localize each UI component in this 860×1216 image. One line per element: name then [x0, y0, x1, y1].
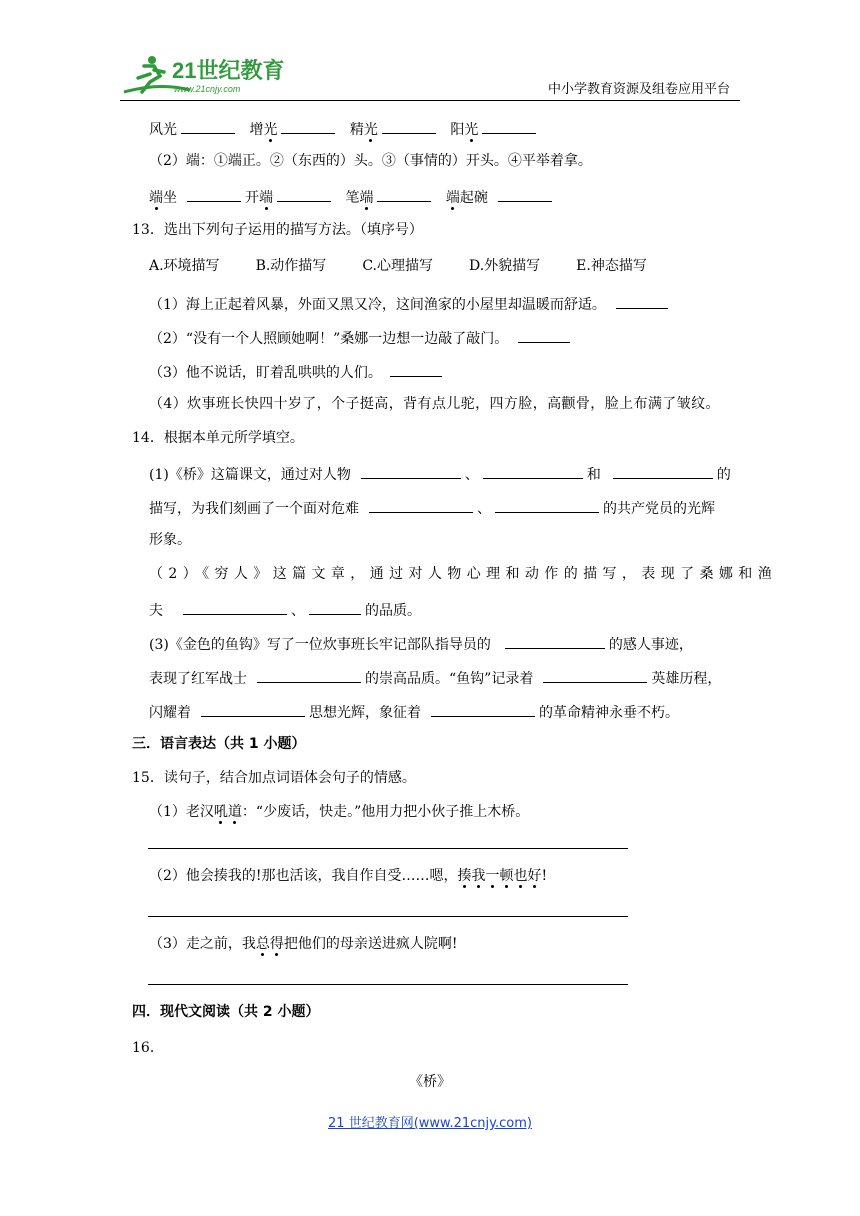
word-kaiduan: 开端	[245, 190, 273, 206]
platform-name: 中小学教育资源及组卷应用平台	[547, 82, 730, 97]
text: 、	[464, 467, 479, 483]
option-b: B.动作描写	[255, 258, 327, 274]
q14-p3-line1	[149, 632, 693, 655]
answer-blank[interactable]	[613, 462, 713, 479]
answer-blank[interactable]	[181, 117, 235, 134]
q16-passage-title: 《桥》	[409, 1074, 451, 1090]
q15-stem: 15．读句子，结合加点词语体会句子的情感。	[132, 770, 416, 786]
q12-duan-definition: （2）端：①端正。②（东西的）头。③（事情的）开头。④平举着拿。	[149, 153, 592, 169]
dotted-word: 也	[513, 868, 528, 884]
dotted-word: 一	[485, 868, 500, 884]
dotted-word: 好	[527, 868, 542, 884]
logo-url: www.21cnjy.com	[174, 84, 241, 94]
option-d: D.外貌描写	[468, 258, 541, 274]
text: !	[541, 868, 548, 884]
word-jingguang: 精光	[349, 122, 378, 138]
answer-line-2[interactable]	[148, 916, 628, 917]
q14-p3-line2	[149, 666, 721, 689]
q15-sentence-1	[149, 802, 529, 822]
dotted-word: 道	[227, 804, 242, 820]
text: 和	[586, 467, 601, 483]
answer-blank[interactable]	[431, 700, 535, 717]
q13-item-4: （4）炊事班长快四十岁了，个子挺高，背有点儿驼，四方脸，高颧骨，脸上布满了皱纹。	[149, 396, 720, 412]
text: 的崇高品质。“鱼钩”记录着	[365, 671, 534, 687]
q12-duan-row	[149, 185, 556, 208]
q14-p1-line3: 形象。	[149, 532, 191, 548]
answer-blank[interactable]	[201, 700, 305, 717]
text: 描写，为我们刻画了一个面对危难	[149, 501, 359, 517]
text: (3)《金色的鱼钩》写了一位炊事班长牢记部队指导员的	[149, 637, 491, 653]
q15-sentence-3	[149, 934, 458, 954]
q14-p2-line1: （2）《穷人》这篇文章，通过对人物心理和动作的描写，表现了桑娜和渔	[149, 566, 778, 582]
answer-blank[interactable]	[369, 496, 473, 513]
section-4-heading: 四．现代文阅读（共 2 小题）	[132, 1004, 320, 1020]
page-header	[120, 52, 740, 101]
text: 的感人事迹，	[608, 637, 693, 653]
option-e: E.神态描写	[576, 258, 647, 274]
footer-link[interactable]: 21 世纪教育网(www.21cnjy.com)	[328, 1116, 532, 1131]
q13-stem: 13．选出下列句子运用的描写方法。（填序号）	[132, 222, 423, 238]
dotted-word: 得	[269, 936, 284, 952]
answer-blank[interactable]	[495, 496, 599, 513]
q15-sentence-2	[149, 866, 547, 886]
site-logo	[120, 52, 300, 98]
q13-item-1-text: （1）海上正起着风暴，外面又黑又冷，这间渔家的小屋里却温暖而舒适。	[149, 297, 606, 313]
answer-blank[interactable]	[616, 292, 668, 309]
answer-blank[interactable]	[257, 666, 361, 683]
q14-p2-line2	[149, 598, 421, 621]
text: 夫	[149, 603, 163, 619]
text: 表现了红军战士	[149, 671, 247, 687]
answer-blank[interactable]	[498, 185, 552, 202]
text: 的革命精神永垂不朽。	[539, 705, 679, 721]
word-duanzuo: 端坐	[149, 190, 177, 206]
answer-blank[interactable]	[482, 117, 536, 134]
answer-blank[interactable]	[483, 462, 583, 479]
q12-guang-row	[149, 117, 540, 140]
q14-stem: 14．根据本单元所学填空。	[132, 430, 304, 446]
answer-blank[interactable]	[377, 185, 431, 202]
answer-blank[interactable]	[505, 632, 605, 649]
text: 的共产党员的光辉	[603, 501, 715, 517]
answer-blank[interactable]	[183, 598, 287, 615]
q13-item-1	[149, 292, 672, 315]
answer-blank[interactable]	[187, 185, 241, 202]
q13-item-2-text: （2）“没有一个人照顾她啊！”桑娜一边想一边敲了敲门。	[149, 331, 509, 347]
answer-blank[interactable]	[543, 666, 647, 683]
answer-blank[interactable]	[390, 360, 442, 377]
dotted-word: 我	[471, 868, 486, 884]
answer-blank[interactable]	[277, 185, 331, 202]
q13-item-3-text: （3）他不说话，盯着乱哄哄的人们。	[149, 365, 382, 381]
answer-line-3[interactable]	[148, 984, 628, 985]
word-zengguang: 增光	[249, 122, 278, 138]
q16-number: 16．	[132, 1040, 164, 1056]
dotted-word: 总	[255, 936, 270, 952]
text: 英雄历程，	[651, 671, 722, 687]
q14-p1-line1	[149, 462, 731, 485]
answer-blank[interactable]	[382, 117, 436, 134]
section-3-heading: 三．语言表达（共 1 小题）	[132, 736, 306, 752]
q13-item-3	[149, 360, 446, 383]
word-biduan: 笔端	[345, 190, 374, 206]
option-c: C.心理描写	[362, 258, 433, 274]
text: （2）他会揍我的!那也活该，我自作自受……嗯，	[149, 868, 458, 884]
dotted-word: 揍	[457, 868, 472, 884]
text: 闪耀着	[149, 705, 191, 721]
page-footer	[0, 1112, 860, 1131]
logo-text: 21世纪教育	[172, 58, 285, 83]
word-yangguang: 阳光	[450, 122, 479, 138]
text: 、	[291, 603, 305, 619]
text: （1）老汉	[149, 804, 214, 820]
answer-blank[interactable]	[309, 598, 361, 615]
q13-options	[149, 256, 683, 276]
text: (1)《桥》这篇课文，通过对人物	[149, 467, 351, 483]
word-fengguang: 风光	[149, 122, 177, 138]
dotted-word: 顿	[499, 868, 514, 884]
q13-item-2	[149, 326, 574, 349]
text: 把他们的母亲送进疯人院啊!	[283, 936, 458, 952]
text: 的品质。	[365, 603, 421, 619]
text: 、	[477, 501, 491, 517]
q14-p1-line2	[149, 496, 715, 519]
text: 的	[716, 467, 731, 483]
answer-line-1[interactable]	[148, 848, 628, 849]
text: 思想光辉，象征着	[309, 705, 421, 721]
word-duanqiwan: 端起碗	[445, 190, 488, 206]
q14-p3-line3	[149, 700, 679, 723]
answer-blank[interactable]	[361, 462, 461, 479]
text: （3）走之前，我	[149, 936, 256, 952]
answer-blank[interactable]	[518, 326, 570, 343]
dotted-word: 吼	[213, 804, 228, 820]
text: ：“少废话，快走。”他用力把小伙子推上木桥。	[241, 804, 530, 820]
option-a: A.环境描写	[149, 258, 220, 274]
answer-blank[interactable]	[281, 117, 335, 134]
